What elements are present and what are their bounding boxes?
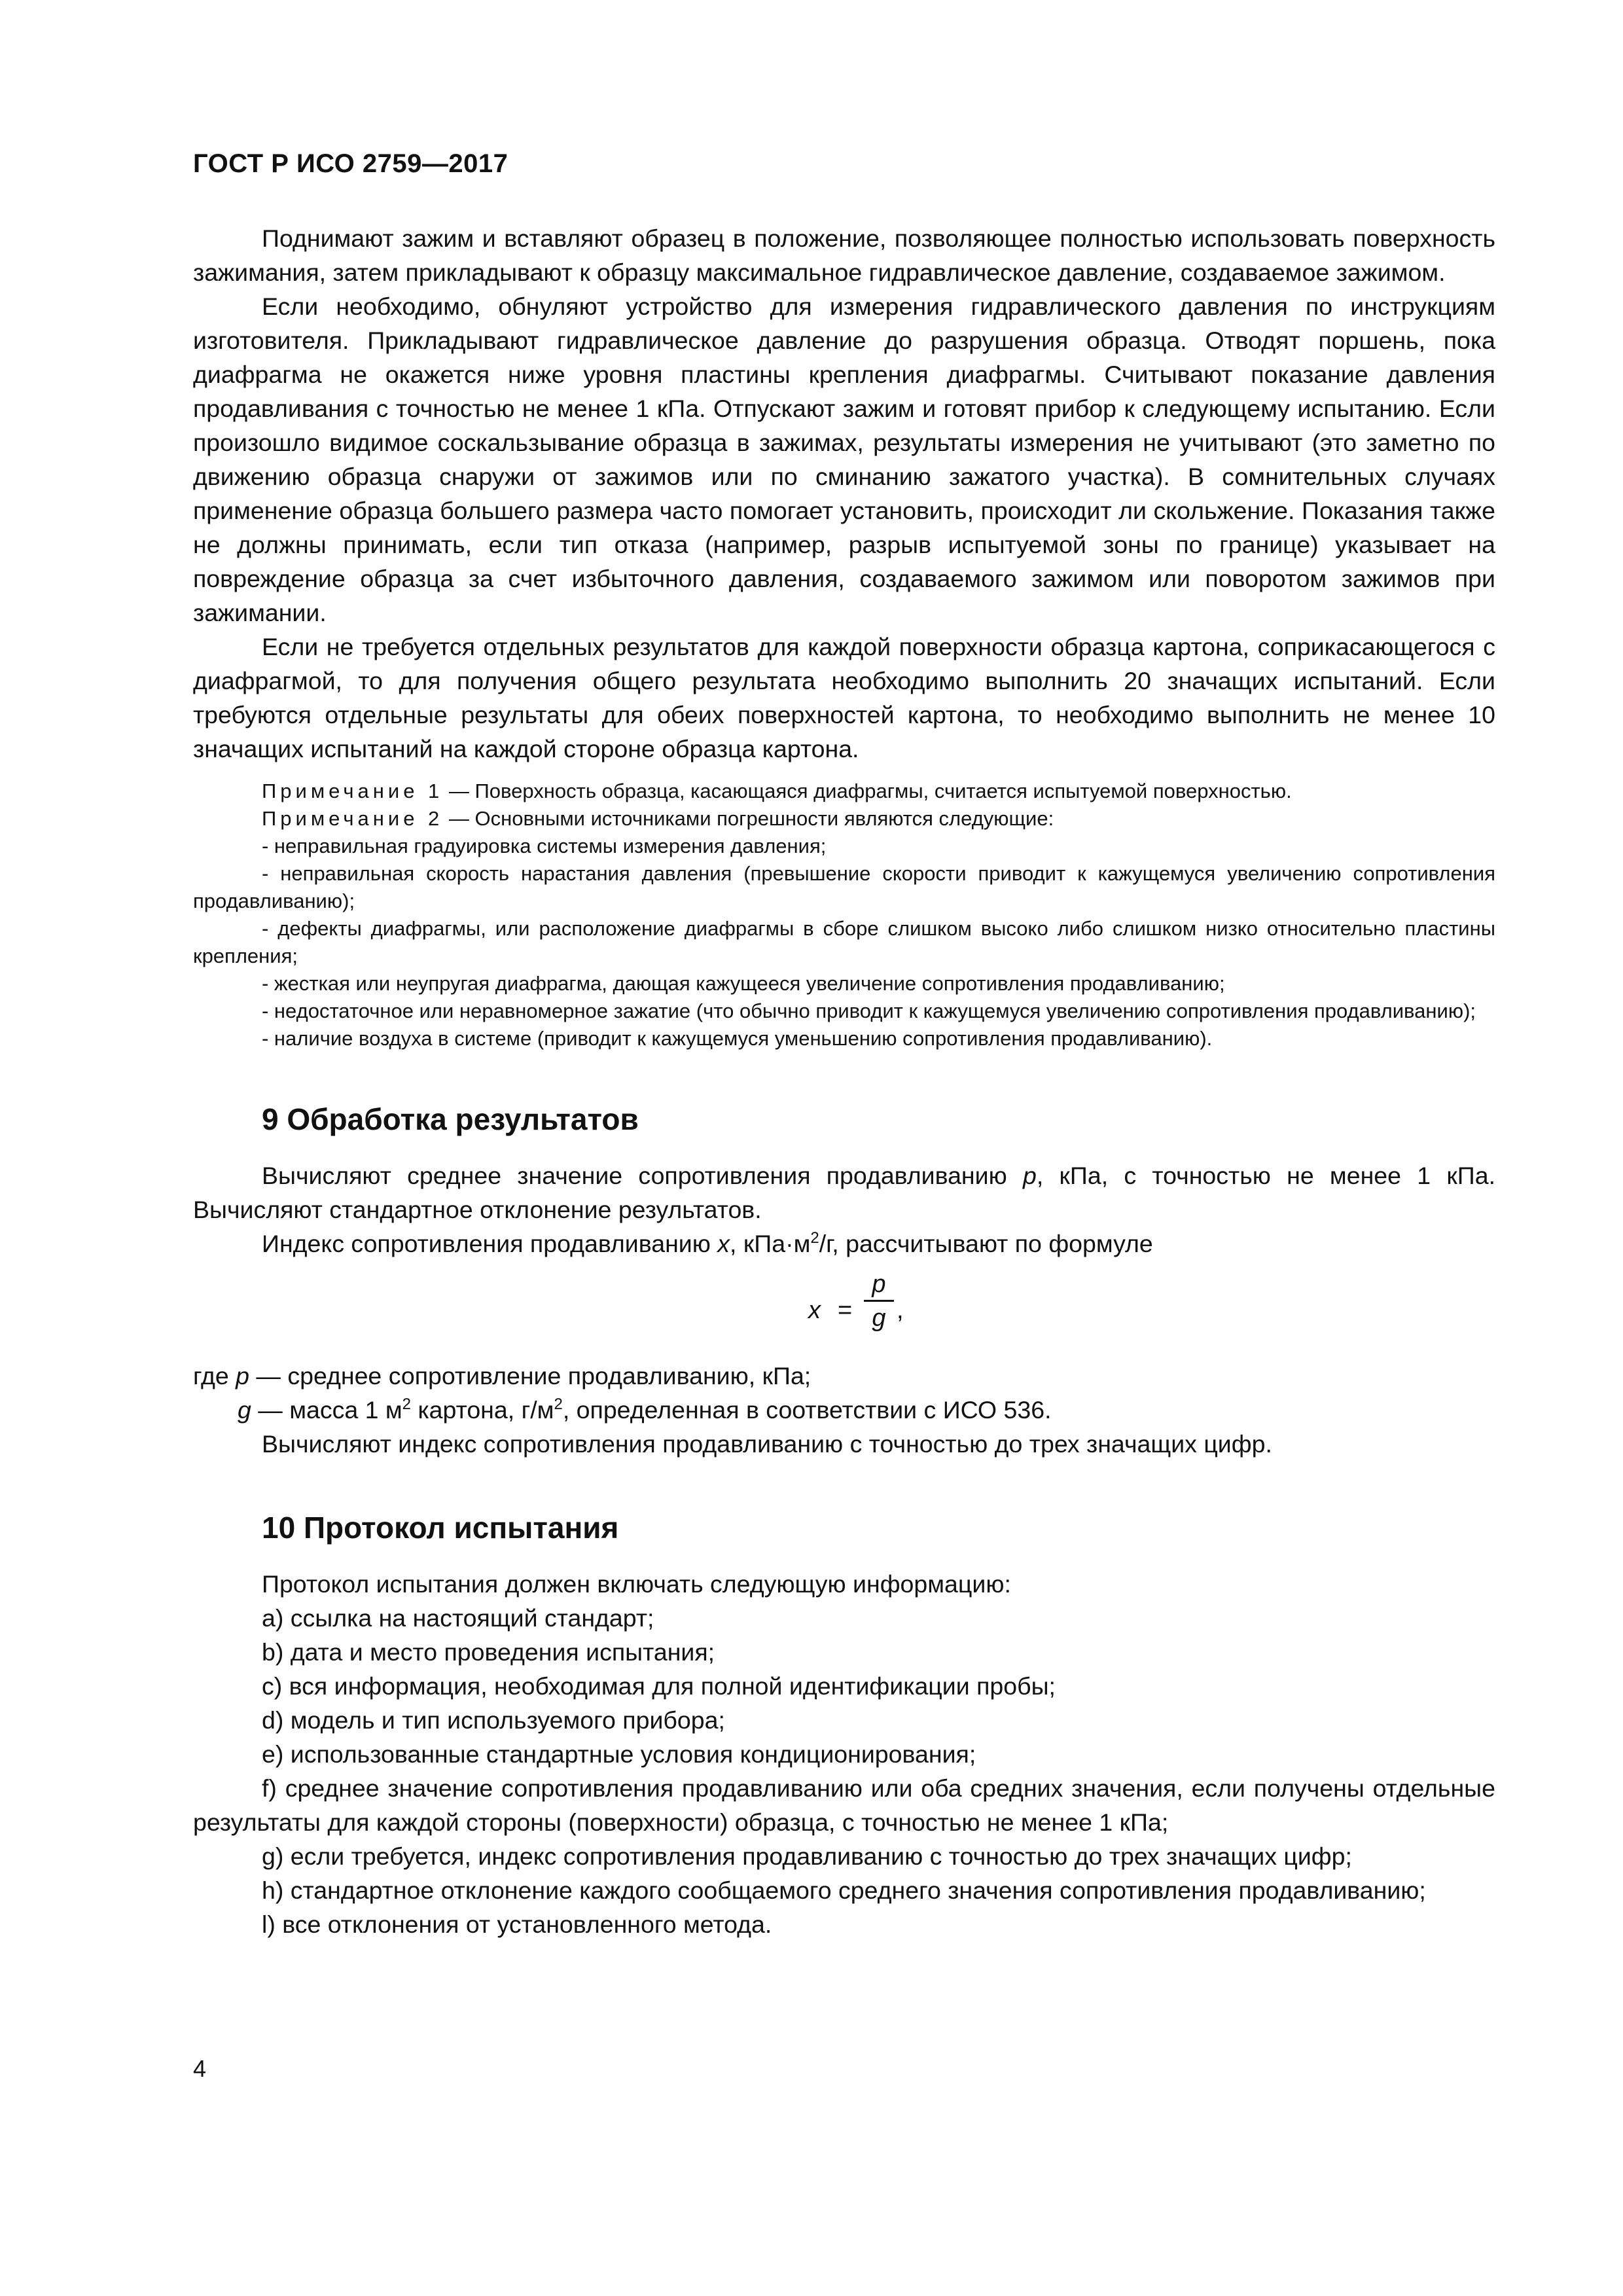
note-text: — Основными источниками погрешности являются следующие: xyxy=(443,807,1054,830)
note-1 xyxy=(193,778,1495,805)
list-item: e) использованные стандартные условия кондиционирования; xyxy=(262,1740,976,1768)
note-list-item: - наличие воздуха в системе (приводит к кажущемуся уменьшению сопротивления продавливанию). xyxy=(262,1027,1213,1050)
formula-fraction xyxy=(864,1268,894,1335)
list-item: f) среднее значение сопротивления продавливанию или оба средних значения, если получены отдельные результаты для каждой стороны (поверхности) образца, с точностью не менее 1 кПа; xyxy=(193,1774,1495,1836)
text-run: Вычисляют среднее значение сопротивления продавливанию xyxy=(262,1162,1023,1189)
variable-p: p xyxy=(236,1362,250,1390)
paragraph xyxy=(193,1227,1495,1261)
list-item: h) стандартное отклонение каждого сообщаемого среднего значения сопротивления продавливанию; xyxy=(262,1876,1426,1904)
paragraph: Если не требуется отдельных результатов для каждой поверхности образца картона, соприкасающегося с диафрагмой, то для получения общего результата необходимо выполнить 20 значащих испытаний. Если требуются отдельные результаты для обеих поверхностей картона, то необходимо выполнить не менее 10 значащих испытаний на каждой стороне образца картона. xyxy=(193,633,1495,762)
text-run: , кПа·м xyxy=(730,1230,811,1257)
where-clause xyxy=(193,1359,1495,1393)
text-run: , кПа, с точностью не менее 1 кПа. Вычисляют стандартное отклонение результатов. xyxy=(193,1162,1495,1223)
where-clause xyxy=(238,1393,1495,1427)
variable-g: g xyxy=(238,1396,251,1424)
superscript: 2 xyxy=(554,1395,563,1413)
paragraph: Вычисляют индекс сопротивления продавливанию с точностью до трех значащих цифр. xyxy=(262,1430,1272,1458)
list-item: g) если требуется, индекс сопротивления продавливанию с точностью до трех значащих цифр; xyxy=(262,1842,1352,1870)
section-heading-10: 10 Протокол испытания xyxy=(262,1511,619,1545)
note-label: Примечание 2 xyxy=(262,807,444,830)
text-run: — среднее сопротивление продавливанию, кПа; xyxy=(249,1362,812,1390)
document-header: ГОСТ Р ИСО 2759—2017 xyxy=(193,149,508,178)
variable-x: x xyxy=(717,1230,730,1257)
formula-lhs: x xyxy=(808,1297,821,1324)
page-number: 4 xyxy=(193,2055,207,2082)
text-run: — масса 1 м xyxy=(251,1396,402,1424)
formula-comma: , xyxy=(897,1297,904,1324)
text-run: где xyxy=(193,1362,236,1390)
list-item: l) все отклонения от установленного метода. xyxy=(262,1910,772,1938)
text-run: /г, рассчитывают по формуле xyxy=(819,1230,1153,1257)
text-run: картона, г/м xyxy=(411,1396,554,1424)
note-list-item: - недостаточное или неравномерное зажатие (что обычно приводит к кажущемуся увеличению сопротивления продавливанию); xyxy=(262,999,1476,1022)
note-label: Примечание 1 xyxy=(262,780,444,802)
note-list-item: - неправильная скорость нарастания давления (превышение скорости приводит к кажущемуся увеличению сопротивления продавливанию); xyxy=(193,862,1495,912)
text-run: , определенная в соответствии с ИСО 536. xyxy=(562,1396,1052,1424)
note-2 xyxy=(193,805,1495,833)
note-text: — Поверхность образца, касающаяся диафрагмы, считается испытуемой поверхностью. xyxy=(443,780,1292,802)
paragraph xyxy=(193,1158,1495,1227)
list-item: d) модель и тип используемого прибора; xyxy=(262,1706,725,1734)
note-list-item: - дефекты диафрагмы, или расположение диафрагмы в сборе слишком высоко либо слишком низко относительно пластины крепления; xyxy=(193,917,1495,967)
list-item: b) дата и место проведения испытания; xyxy=(262,1638,715,1666)
formula-equals: = xyxy=(838,1297,853,1324)
formula-denominator: g xyxy=(872,1304,886,1332)
paragraph: Протокол испытания должен включать следующую информацию: xyxy=(262,1570,1011,1598)
formula xyxy=(193,1261,1495,1359)
paragraph: Если необходимо, обнуляют устройство для измерения гидравлического давления по инструкциям изготовителя. Прикладывают гидравлическое давление до разрушения образца. Отводят поршень, пока диафрагма не окажется ниже уровня пластины крепления диафрагмы. Считывают показание давления продавливания с точностью не менее 1 кПа. Отпускают зажим и готовят прибор к следующему испытанию. Если произошло видимое соскальзывание образца в зажимах, результаты измерения не учитывают (это заметно по движению образца снаружи от зажимов или по сминанию зажатого участка). В сомнительных случаях применение образца большего размера часто помогает установить, происходит ли скольжение. Показания также не должны принимать, если тип отказа (например, разрыв испытуемой зоны по границе) указывает на повреждение образца за счет избыточного давления, создаваемого зажимом или поворотом зажимов при зажимании. xyxy=(193,293,1495,626)
superscript: 2 xyxy=(402,1395,412,1413)
page-content xyxy=(193,221,1495,1941)
paragraph: Поднимают зажим и вставляют образец в положение, позволяющее полностью использовать поверхность зажимания, затем прикладывают к образцу максимальное гидравлическое давление, создаваемое зажимом. xyxy=(193,224,1495,286)
note-list-item: - неправильная градуировка системы измерения давления; xyxy=(262,834,827,857)
superscript: 2 xyxy=(810,1229,819,1247)
variable-p: p xyxy=(1022,1162,1037,1189)
text-run: Индекс сопротивления продавливанию xyxy=(262,1230,718,1257)
list-item: c) вся информация, необходимая для полной идентификации пробы; xyxy=(262,1672,1056,1700)
note-list-item: - жесткая или неупругая диафрагма, дающая кажущееся увеличение сопротивления продавливанию; xyxy=(262,972,1225,995)
list-item: a) ссылка на настоящий стандарт; xyxy=(262,1604,654,1632)
formula-numerator: p xyxy=(864,1268,894,1302)
section-heading-9: 9 Обработка результатов xyxy=(262,1102,639,1136)
